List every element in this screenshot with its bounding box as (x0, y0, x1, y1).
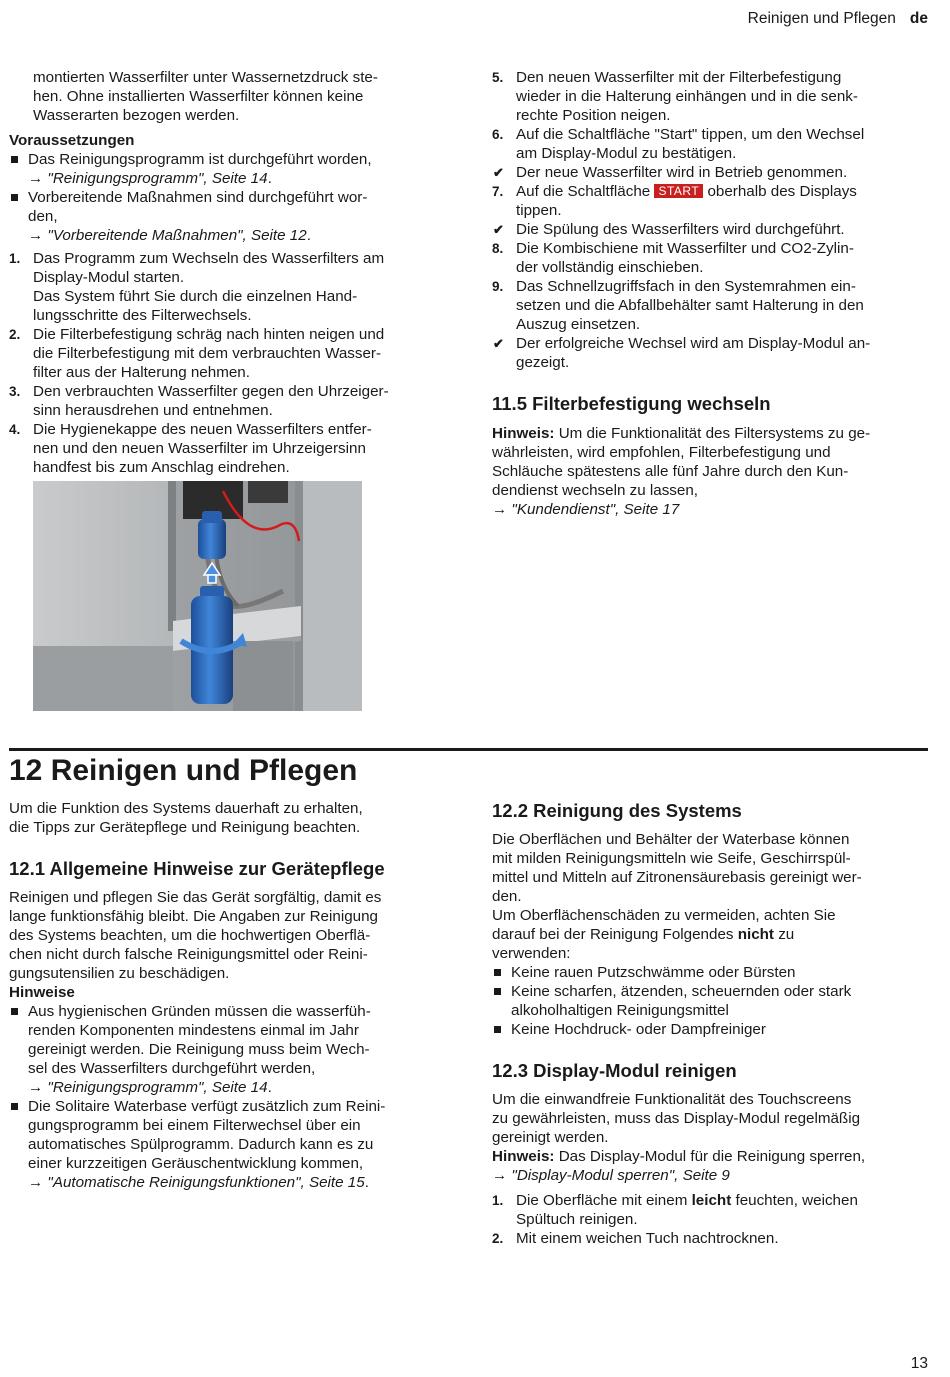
text-segment: Auf die Schaltfläche (516, 183, 651, 200)
note-line (492, 1147, 932, 1166)
text-line: mittel und Mitteln auf Zitronensäurebasis gereinigt wer- (492, 869, 862, 886)
text-line: gereinigt werden. (492, 1129, 609, 1146)
text-line: des Systems beachten, um die hochwertigen Oberflä- (9, 927, 371, 944)
text-line: Um Oberflächenschäden zu vermeiden, achten Sie (492, 907, 836, 924)
text-line: zu gewährleisten, muss das Display-Modul regelmäßig (492, 1110, 861, 1127)
list-item (492, 982, 932, 1020)
text-line: sinn herausdrehen und entnehmen. (33, 402, 273, 419)
step-number: 6. (492, 127, 504, 142)
text-line: gereinigt werden. Die Reinigung muss beim Wech- (28, 1041, 370, 1058)
chapter-divider (9, 748, 928, 751)
result-item (492, 163, 932, 182)
text-line: Display-Modul starten. (33, 269, 185, 286)
checkmark-icon: ✔ (493, 336, 504, 351)
text-line: setzen und die Abfallbehälter samt Halterung in den (516, 297, 864, 314)
step-item (492, 1229, 932, 1248)
header-section-title: Reinigen und Pflegen (747, 10, 896, 27)
left-bottom-column (9, 799, 449, 1192)
left-top-column (9, 68, 449, 477)
text-line: tippen. (516, 202, 562, 219)
step-item (492, 277, 932, 334)
arrow-right-icon: → (28, 1079, 48, 1096)
emphasis-text: nicht (737, 926, 774, 943)
cross-reference-link[interactable]: "Vorbereitende Maßnahmen", Seite 12 (47, 227, 307, 244)
text-line: Die Kombischiene mit Wasserfilter und CO2-Zylin- (516, 240, 854, 257)
text-line: Mit einem weichen Tuch nachtrocknen. (516, 1230, 779, 1247)
arrow-right-icon: → (28, 1174, 48, 1191)
text-line: Den verbrauchten Wasserfilter gegen den Uhrzeiger- (33, 383, 389, 400)
cross-reference-link[interactable]: "Kundendienst", Seite 17 (511, 501, 680, 518)
text-line: wieder in die Halterung einhängen und in die senk- (516, 88, 858, 105)
prerequisite-item: Vorbereitende Maßnahmen sind durchgeführt wor- den, → "Vorbereitende Maßnahmen", Seite 12. (9, 188, 449, 245)
arrow-right-icon: → (492, 501, 512, 518)
text-line: einer kurzzeitigen Geräuschentwicklung kommen, (28, 1155, 364, 1172)
text-line: Keine scharfen, ätzenden, scheuernden oder stark (511, 983, 852, 1000)
text-segment: Das Display-Modul für die Reinigung sperren, (558, 1148, 866, 1165)
text-line: gungsutensilien zu beschädigen. (9, 965, 230, 982)
text-line: Die Hygienekappe des neuen Wasserfilters entfer- (33, 421, 372, 438)
text-line: filter aus der Halterung nehmen. (33, 364, 250, 381)
text-line: Die Oberflächen und Behälter der Waterbase können (492, 831, 850, 848)
text-line: Aus hygienischen Gründen müssen die wasserfüh- (28, 1003, 371, 1020)
text-line: Das Programm zum Wechseln des Wasserfilters am (33, 250, 385, 267)
text-line: Schläuche spätestens alle fünf Jahre durch den Kun- (492, 463, 849, 480)
step-number: 1. (492, 1193, 504, 1208)
right-bottom-column (492, 799, 932, 1248)
text-segment: darauf bei der Reinigung Folgendes (492, 926, 738, 943)
step-number: 4. (9, 422, 21, 437)
step-number: 2. (9, 327, 21, 342)
cross-reference-link[interactable]: "Reinigungsprogramm", Seite 14 (47, 170, 268, 187)
note-item: Die Solitaire Waterbase verfügt zusätzlich zum Reini- gungsprogramm bei einem Filterwechsel über ein automatisches Spülprogramm. Dadurch kann es zu einer kurzzeitigen Geräuschentwicklung kommen, → "Automatische Reinigungsfunktionen", Seite 15. (9, 1097, 449, 1192)
text-line: währleisten, wird empfohlen, Filterbefestigung und (492, 444, 831, 461)
list-item (492, 1020, 932, 1039)
text-line (492, 925, 932, 944)
header-language: de (909, 10, 928, 27)
step-item (492, 68, 932, 125)
text-line: verwenden: (492, 945, 571, 962)
text-line: am Display-Modul zu bestätigen. (516, 145, 737, 162)
step-item (492, 1191, 932, 1229)
text-line: Das System führt Sie durch die einzelnen Hand- (33, 288, 358, 305)
start-button-symbol: START (654, 184, 703, 198)
note-item: Aus hygienischen Gründen müssen die wasserfüh- renden Komponenten mindestens einmal im Jahr gereinigt werden. Die Reinigung muss beim Wech- sel des Wasserfilters durchgeführt werden, → "Reinigungsprogramm", Seite 14. (9, 1002, 449, 1097)
text-line: Wasserarten bezogen werden. (33, 107, 240, 124)
note-label: Hinweis: (492, 1148, 555, 1165)
step-item (492, 182, 932, 220)
step-number: 3. (9, 384, 21, 399)
step-number: 5. (492, 70, 504, 85)
text-line: Das Schnellzugriffsfach in den Systemrahmen ein- (516, 278, 856, 295)
step-item (492, 239, 932, 277)
text-line: Das Reinigungsprogramm ist durchgeführt worden, (28, 151, 372, 168)
step-item (9, 420, 449, 477)
text-segment: oberhalb des Displays (707, 183, 857, 200)
text-line: Der erfolgreiche Wechsel wird am Display-Modul an- (516, 335, 871, 352)
text-line: dendienst wechseln zu lassen, (492, 482, 699, 499)
text-line: Die Filterbefestigung schräg nach hinten neigen und (33, 326, 385, 343)
cross-reference-link[interactable]: "Automatische Reinigungsfunktionen", Seite 15 (47, 1174, 365, 1191)
text-line: Reinigen und pflegen Sie das Gerät sorgfältig, damit es (9, 889, 382, 906)
text-line: renden Komponenten mindestens einmal im Jahr (28, 1022, 359, 1039)
text-line: gungsprogramm bei einem Filterwechsel über ein (28, 1117, 361, 1134)
list-item (492, 963, 932, 982)
text-segment: Die Oberfläche mit einem (516, 1192, 692, 1209)
checkmark-icon: ✔ (493, 165, 504, 180)
step-item (9, 382, 449, 420)
result-item (492, 334, 932, 372)
text-line: gezeigt. (516, 354, 570, 371)
chapter-title: 12 Reinigen und Pflegen (9, 754, 358, 787)
text-line: hen. Ohne installierten Wasserfilter können keine (33, 88, 364, 105)
text-line: den. (492, 888, 522, 905)
prerequisites-heading: Voraussetzungen (9, 132, 135, 149)
text-line: Keine rauen Putzschwämme oder Bürsten (511, 964, 796, 981)
text-line: Der neue Wasserfilter wird in Betrieb genommen. (516, 164, 848, 181)
arrow-right-icon: → (492, 1167, 512, 1184)
text-line: die Tipps zur Gerätepflege und Reinigung beachten. (9, 819, 361, 836)
step-item (9, 249, 449, 325)
page-number: 13 (910, 1355, 928, 1372)
step-item (9, 325, 449, 382)
text-line: handfest bis zum Anschlag eindrehen. (33, 459, 290, 476)
step-number: 9. (492, 279, 504, 294)
intro-continuation (9, 68, 449, 125)
text-line: sel des Wasserfilters durchgeführt werden, (28, 1060, 316, 1077)
text-line: Die Solitaire Waterbase verfügt zusätzlich zum Reini- (28, 1098, 386, 1115)
note-label: Hinweis: (492, 425, 555, 442)
prerequisite-item: Das Reinigungsprogramm ist durchgeführt worden, → "Reinigungsprogramm", Seite 14. (9, 150, 449, 188)
text-line: Vorbereitende Maßnahmen sind durchgeführt wor- (28, 189, 368, 206)
checkmark-icon: ✔ (493, 222, 504, 237)
notes-heading: Hinweise (9, 984, 75, 1001)
emphasis-text: leicht (691, 1192, 732, 1209)
text-line: Spültuch reinigen. (516, 1211, 638, 1228)
text-line: alkoholhaltigen Reinigungsmittel (511, 1002, 729, 1019)
step-number: 1. (9, 251, 21, 266)
section-heading-12-1: 12.1 Allgemeine Hinweise zur Gerätepflege (9, 858, 385, 879)
text-line: nen und den neuen Wasserfilter im Uhrzeigersinn (33, 440, 366, 457)
step-number: 8. (492, 241, 504, 256)
text-line: mit milden Reinigungsmitteln wie Seife, Geschirrspül- (492, 850, 851, 867)
note-block (492, 424, 932, 519)
text-segment: Um die Funktionalität des Filtersystems zu ge- (558, 425, 871, 442)
text-line: automatisches Spülprogramm. Dadurch kann es zu (28, 1136, 374, 1153)
text-line: Auszug einsetzen. (516, 316, 641, 333)
step-number: 2. (492, 1231, 504, 1246)
section-heading-11-5: 11.5 Filterbefestigung wechseln (492, 393, 771, 414)
text-line: die Filterbefestigung mit dem verbrauchten Wasser- (33, 345, 382, 362)
text-line: Keine Hochdruck- oder Dampfreiniger (511, 1021, 766, 1038)
text-line: Den neuen Wasserfilter mit der Filterbefestigung (516, 69, 842, 86)
text-line: rechte Position neigen. (516, 107, 671, 124)
text-line: Die Spülung des Wasserfilters wird durchgeführt. (516, 221, 845, 238)
water-filter-illustration (33, 481, 362, 711)
step-number: 7. (492, 184, 504, 199)
arrow-right-icon: → (28, 170, 48, 187)
arrow-right-icon: → (28, 227, 48, 244)
text-line: lungsschritte des Filterwechsels. (33, 307, 252, 324)
text-line: Um die Funktion des Systems dauerhaft zu erhalten, (9, 800, 363, 817)
text-segment: feuchten, weichen (731, 1192, 858, 1209)
text-line: Um die einwandfreie Funktionalität des Touchscreens (492, 1091, 852, 1108)
cross-reference-link[interactable]: "Display-Modul sperren", Seite 9 (511, 1167, 730, 1184)
step-item (492, 125, 932, 163)
text-line: der vollständig einschieben. (516, 259, 704, 276)
text-line: den, (28, 208, 58, 225)
text-line: Auf die Schaltfläche "Start" tippen, um den Wechsel (516, 126, 865, 143)
text-line: montierten Wasserfilter unter Wassernetzdruck ste- (33, 69, 378, 86)
result-item (492, 220, 932, 239)
page-header (748, 9, 928, 28)
right-top-column (492, 68, 932, 519)
text-line: chen nicht durch falsche Reinigungsmittel oder Reini- (9, 946, 368, 963)
text-line: lange funktionsfähig bleibt. Die Angaben zur Reinigung (9, 908, 378, 925)
cross-reference-link[interactable]: "Reinigungsprogramm", Seite 14 (47, 1079, 268, 1096)
text-segment: zu (773, 926, 795, 943)
section-heading-12-2: 12.2 Reinigung des Systems (492, 800, 742, 821)
section-heading-12-3: 12.3 Display-Modul reinigen (492, 1060, 737, 1081)
